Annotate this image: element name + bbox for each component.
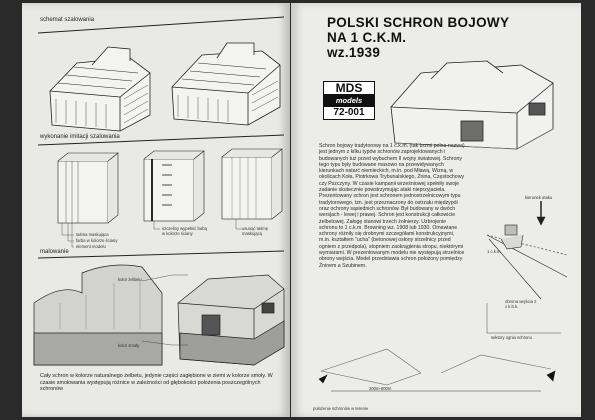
label-strip: taśma maskująca: [76, 232, 109, 237]
label-distance: 200m-600m: [369, 386, 392, 391]
sector-diagram: [487, 201, 567, 333]
imitation-step-3: [222, 149, 282, 219]
mds-brand-sub: models: [323, 95, 375, 106]
label-slits: szczeliny wypełnić farbą w kolorze ściany: [162, 226, 207, 236]
rule-painting: [38, 251, 284, 258]
right-page: [291, 3, 581, 417]
label-fire-sectors: sektory ognia schronu: [491, 335, 532, 340]
label-terrain-position: położenie schronów w terenie: [313, 406, 369, 411]
label-tar-color: kolor smoły: [118, 343, 140, 348]
left-page: [22, 3, 290, 417]
painting-caption: Cały schron w kolorze naturalnego żelbetu, jedynie części zagłębione w ziemi w kolorze smoły. W czasie smołowania występują różnice w zależności od głębokości położenia poszczególnych schronów: [40, 373, 273, 393]
imitation-step-1: [58, 153, 118, 223]
section-heading-formwork: schemat szalowania: [40, 17, 95, 23]
label-attack-direction: kierunek ataku: [525, 195, 553, 200]
bunker-formwork-drawing-1: [50, 47, 150, 131]
section-heading-painting: malowanie: [40, 249, 69, 255]
title-line-2: NA 1 C.K.M.: [327, 30, 407, 45]
label-paint: farba w kolorze ściany: [76, 238, 118, 243]
painting-drawing-3d: [178, 275, 284, 365]
history-text: Schron bojowy tradytorowy na 1 c.k.m. (tak brzmi pełna nazwa) jest jednym z kilku typów schronów zaprojektowanych i budowanych tuż przed wybuchem II wojny światowej. Schrony tego typu były budowane masowo na przewidywanych kierunkach natarć niemieckich, m.in. pod Mławą, Wizną, w okolicach Koła, Piotrkowa Trybunalskiego, Żnina, Częstochowy czy Pszczyny. W czasie kampanii wrześniowej spełniły swoje zadanie skutecznie powstrzymując ataki nieprzyjaciela. Prezentowany schron jest schronem jednostrzelnicowym typu tradytorowego, tzn. jest przeznaczony do ostrzału międzypól oraz ochrony sąsiednich schronów. Był budowany w dwóch wersjach - lewej i prawej. Schron jest konstrukcji całkowicie żelbetowej. Załogę stanowi trzech żołnierzy. Uzbrojenie schronu to 1 c.k.m. Browning wz. 1908 lub 1930. Omawiane schrony różniły się drobnymi szczegółami konstrukcyjnymi, m.in. kształtem "ucha" (betonowej osłony strzelnicy przed ogniem z przedpola), stopniem zaokrąglenia stropu, niektórymi wymiarami. W prezentowanym modelu nie występują strzelnice obrony wejścia. Model przedstawia schron położony pomiędzy Żninem a Szubinem.: [319, 143, 465, 269]
label-concrete-color: kolor żelbetu: [118, 277, 142, 282]
bunker-formwork-drawing-2: [172, 43, 280, 125]
label-entrance-defense: obrona wejścia 2 x k.b.k.: [505, 299, 537, 309]
kit-code: 72-001: [323, 106, 375, 120]
title-line-3: wz.1939: [327, 45, 381, 60]
imitation-step-2: [144, 151, 204, 221]
terrain-diagram: [319, 349, 555, 391]
label-remove: usunąć taśmę maskującą: [242, 226, 269, 236]
painting-drawing-section: [34, 265, 162, 365]
title-line-1: POLSKI SCHRON BOJOWY: [327, 15, 510, 30]
bunker-hero-drawing: [391, 61, 553, 149]
section-heading-imitation: wykonanie imitacji szalowania: [40, 134, 120, 140]
mds-brand: MDS: [323, 81, 375, 95]
left-page-drawings: [22, 3, 290, 417]
label-machine-gun: 1 c.k.m.: [487, 249, 502, 254]
label-element: element modelu: [76, 244, 106, 249]
